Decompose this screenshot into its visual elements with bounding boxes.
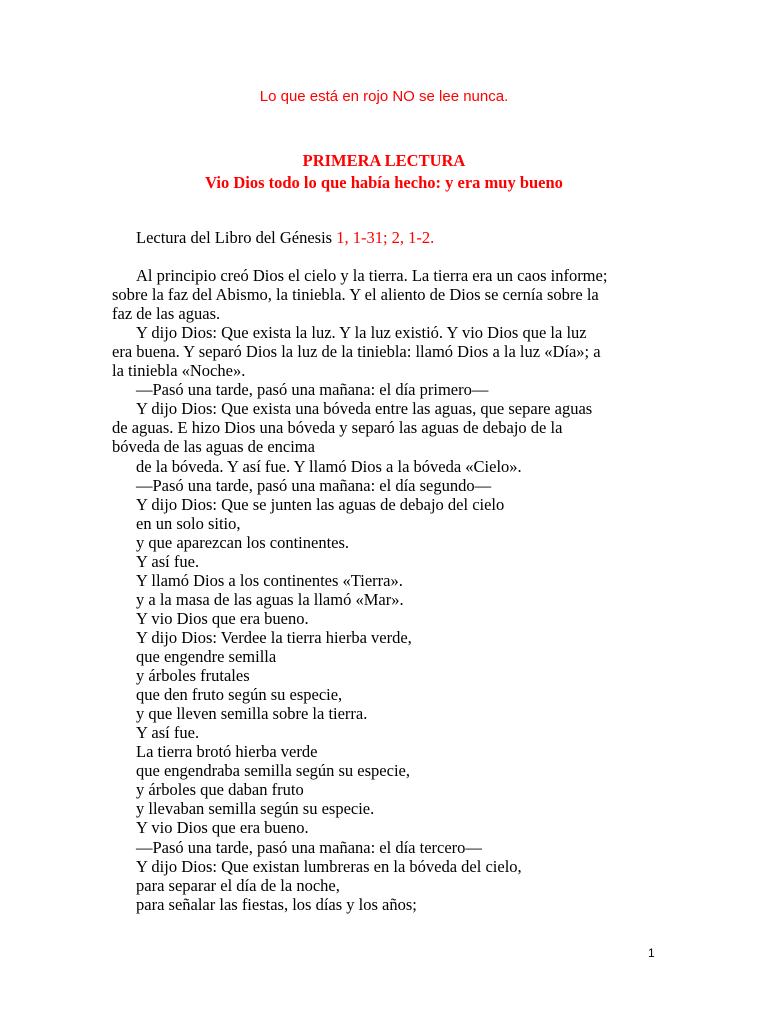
text-line: era buena. Y separó Dios la luz de la tiniebla: llamó Dios a la luz «Día»; a — [112, 342, 601, 362]
text-line: faz de las aguas. — [112, 304, 221, 324]
text-line: sobre la faz del Abismo, la tiniebla. Y el aliento de Dios se cernía sobre la — [112, 285, 599, 305]
page-number: 1 — [648, 946, 655, 960]
intro-text: Lectura del Libro del Génesis — [136, 228, 337, 247]
text-line: de aguas. E hizo Dios una bóveda y separó las aguas de debajo de la — [112, 418, 563, 438]
text-line: la tiniebla «Noche». — [112, 361, 246, 381]
scripture-reference: 1, 1-31; 2, 1-2. — [336, 228, 435, 247]
text-line: bóveda de las aguas de encima — [112, 437, 315, 457]
text-line: Y así fue. — [136, 551, 200, 571]
text-line: La tierra brotó hierba verde — [136, 742, 318, 762]
text-line: Y dijo Dios: Que exista una bóveda entre las aguas, que separe aguas — [136, 399, 593, 419]
text-line: y llevaban semilla según su especie. — [136, 799, 375, 819]
text-line: que engendraba semilla según su especie, — [136, 761, 410, 781]
text-line: para señalar las fiestas, los días y los años; — [136, 894, 417, 914]
text-line: y que aparezcan los continentes. — [136, 532, 350, 552]
text-line: que engendre semilla — [136, 647, 277, 666]
text-line: para separar el día de la noche, — [136, 875, 340, 895]
text-line: —Pasó una tarde, pasó una mañana: el día tercero— — [136, 837, 482, 857]
text-line: —Pasó una tarde, pasó una mañana: el día segundo— — [136, 475, 492, 495]
reading-title: PRIMERA LECTURA — [302, 151, 466, 170]
text-line: Y dijo Dios: Verdee la tierra hierba verde, — [136, 627, 412, 647]
text-line: Y así fue. — [136, 723, 200, 743]
text-line: Y dijo Dios: Que se junten las aguas de debajo del cielo — [136, 494, 505, 514]
text-line: en un solo sitio, — [136, 513, 241, 533]
text-line: Y vio Dios que era bueno. — [136, 608, 309, 628]
text-line: Y dijo Dios: Que exista la luz. Y la luz existió. Y vio Dios que la luz — [136, 323, 587, 343]
rubric-note: Lo que está en rojo NO se lee nunca. — [259, 88, 509, 105]
text-line: y árboles que daban fruto — [136, 780, 304, 800]
text-line: Y dijo Dios: Que existan lumbreras en la bóveda del cielo, — [136, 856, 522, 876]
text-line: de la bóveda. Y así fue. Y llamó Dios a la bóveda «Cielo». — [136, 456, 522, 476]
text-line: y árboles frutales — [136, 666, 250, 686]
reading-subtitle: Vio Dios todo lo que había hecho: y era muy bueno — [205, 173, 563, 192]
text-line: Y llamó Dios a los continentes «Tierra». — [136, 570, 403, 590]
text-line: Y vio Dios que era bueno. — [136, 818, 309, 838]
reading-heading — [0, 150, 768, 194]
text-line: que den fruto según su especie, — [136, 685, 343, 705]
reading-intro — [136, 228, 434, 248]
text-line: Al principio creó Dios el cielo y la tierra. La tierra era un caos informe; — [136, 266, 608, 285]
text-line: —Pasó una tarde, pasó una mañana: el día primero— — [136, 380, 489, 400]
text-line: y a la masa de las aguas la llamó «Mar». — [136, 589, 404, 609]
text-line: y que lleven semilla sobre la tierra. — [136, 704, 368, 724]
